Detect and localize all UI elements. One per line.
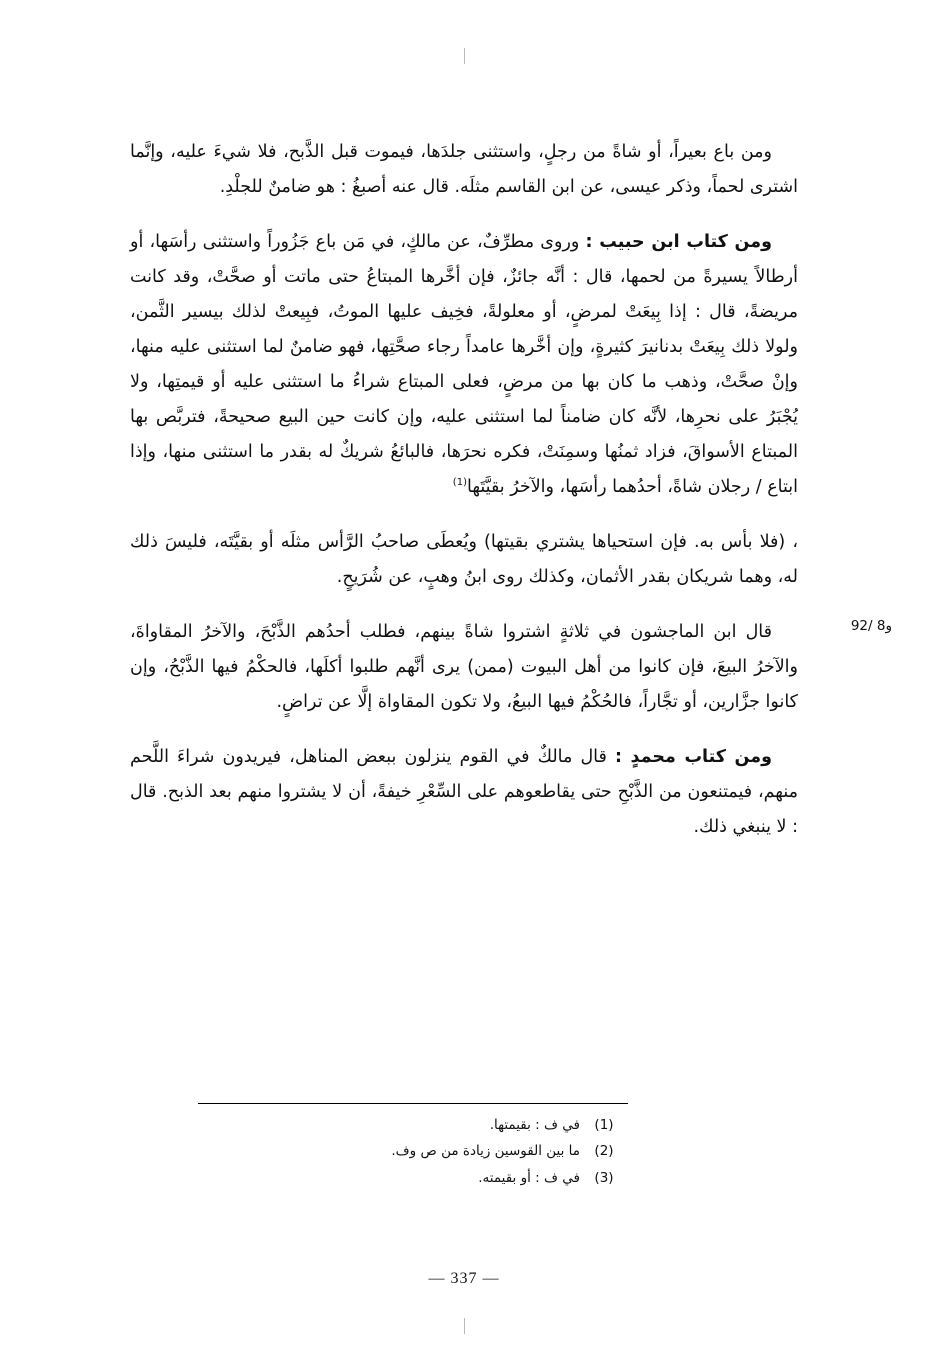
footnote-separator	[198, 1103, 628, 1104]
paragraph-2b-text: ، (فلا بأس به. فإن استحياها يشتري بقيتها) ويُعطَى صاحبُ الرَّأس مثلَه أو بقيَّتَه، فليسَ ذلك له، وهما شريكان بقدر الأثمان، وكذلك روى ابنُ وهبٍ، عن شُرَيحٍ.	[130, 532, 798, 587]
footnote-item	[198, 1138, 628, 1164]
footnote-number: (2)	[594, 1143, 614, 1160]
footnote-text: ما بين القوسين زيادة من ص وف.	[391, 1143, 580, 1160]
footnote-item	[198, 1112, 628, 1138]
paragraph-2b	[130, 525, 798, 595]
footnote-list	[198, 1112, 628, 1191]
paragraph-3	[130, 615, 798, 720]
footnote-text: في ف : أو بقيمته.	[478, 1169, 580, 1186]
crop-mark-bottom	[464, 1318, 465, 1334]
footnote-ref-1: (1)	[452, 477, 467, 489]
page-number: — 337 —	[428, 1270, 500, 1287]
paragraph-3-text: قال ابن الماجشون في ثلاثةٍ اشتروا شاةً بينهم، فطلب أحدُهم الذَّبْحَ، والآخرُ المقاواةَ، والآخرُ البيعَ، فإن كانوا من أهل البيوت (ممن) يرى أنَّهم طلبوا أكلَها، فالحكْمُ فيها الذَّبْحُ، وإن كانوا جزَّارين، أو تجَّاراً، فالحُكْمُ فيها البيعُ، ولا تكون المقاواة إلَّا عن تراضٍ.	[130, 622, 798, 712]
paragraph-1-text: ومن باع بعيراً، أو شاةً من رجلٍ، واستثنى جلدَها، فيموت قبل الذَّبح، فلا شيءَ عليه، وإنَّما اشترى لحماً، وذكر عيسى، عن ابن القاسم مثلَه. قال عنه أصبغُ : هو ضامنٌ للجلْدِ.	[130, 142, 798, 197]
paragraph-2	[130, 225, 798, 505]
paragraph-4-lead: ومن كتاب محمدٍ :	[614, 747, 772, 767]
footnote-item	[198, 1165, 628, 1191]
marginal-folio-note: و8 /92	[850, 618, 892, 634]
paragraph-4	[130, 740, 798, 845]
crop-mark-top	[464, 48, 465, 64]
footnote-text: في ف : بقيمتها.	[489, 1117, 580, 1133]
paragraph-2-lead: ومن كتاب ابن حبيب :	[585, 232, 772, 252]
paragraph-2-text: وروى مطرِّفٌ، عن مالكٍ، في مَن باع جَزُوراً واستثنى رأسَها، أو أرطالاً يسيرةً من لحمها، قال : أنَّه جائزٌ، فإن أخَّرها المبتاعُ حتى ماتت أو صحَّتْ، وقد كانت مريضةً، قال : إذا بِيعَتْ لمرضٍ، أو معلولةً، فخِيف عليها الموتُ، فبِيعتْ لذلك بيسير الثَّمن، ولولا ذلك بِيعَتْ بدنانيرَ كثيرةٍ، وإن أخَّرها عامداً رجاء صحَّتِها، فهو ضامنٌ لما استثنى عليه منها، وإنْ صحَّتْ، وذهب ما كان بها من مرضٍ، فعلى المبتاع شراءُ ما استثنى عليه أو قيمتِها، ولا يُجْبَرُ على نحرِها، لأنَّه كان ضامناً لما استثنى عليه، وإن كانت حين البيع صحيحةً، فتربَّص بها المبتاع الأسواقَ، فزاد ثمنُها وسمِنَتْ، فكره نحرَها، فالبائعُ شريكٌ له بقدر ما استثنى منها، وإذا ابتاع / رجلان شاةً، أحدُهما رأسَها، والآخرُ بقيَّتَها	[130, 232, 798, 497]
paragraph-4-text: قال مالكٌ في القوم ينزلون ببعض المناهل، فيريدون شراءَ اللَّحم منهم، فيمتنعون من الذَّبْحِ حتى يقاطعوهم على السِّعْرِ خيفةً، أن لا يشتروا منهم بعد الذبح. قال : لا ينبغي ذلك.	[130, 747, 798, 837]
footnote-number: (1)	[594, 1117, 614, 1133]
paragraph-1	[130, 135, 798, 205]
footnote-number: (3)	[594, 1169, 614, 1186]
page-body	[130, 135, 798, 865]
